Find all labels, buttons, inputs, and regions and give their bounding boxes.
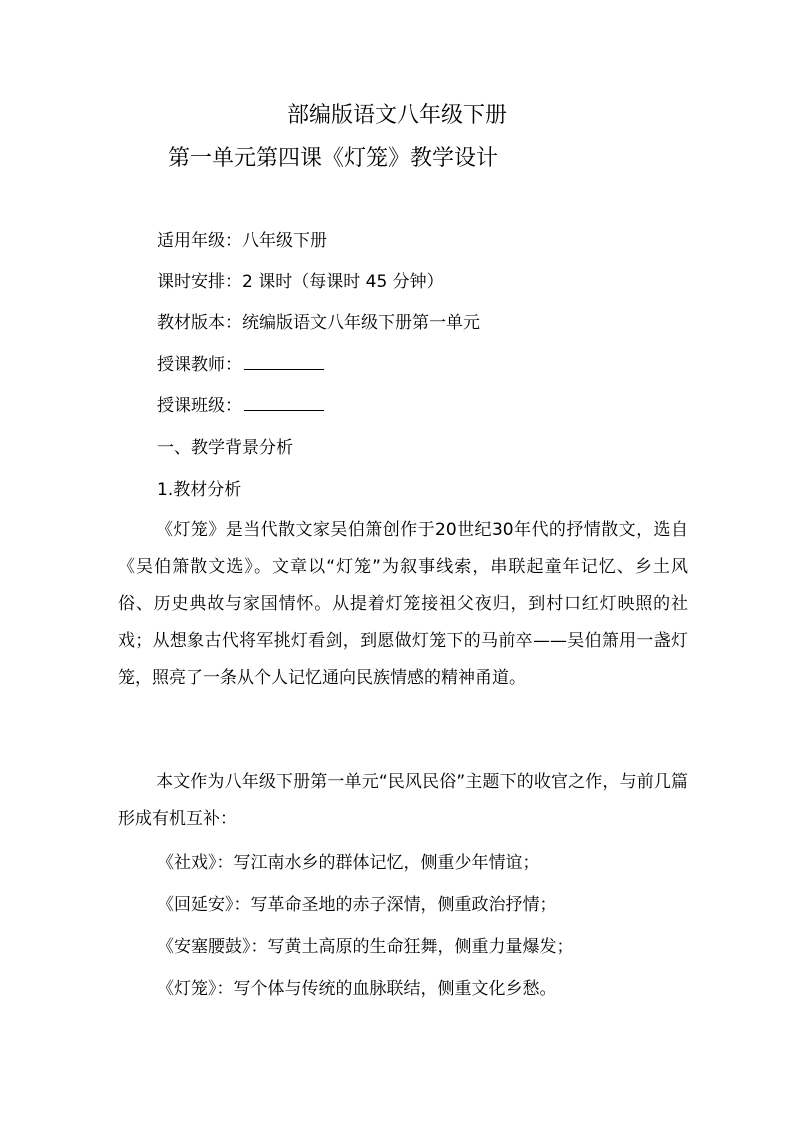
meta-class bbox=[157, 393, 324, 419]
document-subtitle: 第一单元第四课《灯笼》教学设计 bbox=[168, 146, 499, 171]
teacher-label: 授课教师： bbox=[157, 355, 242, 375]
list-item: 《安塞腰鼓》：写黄土高原的生命狂舞，侧重力量爆发； bbox=[157, 937, 574, 957]
class-blank bbox=[244, 396, 324, 411]
paragraph-unit-context: 本文作为八年级下册第一单元“民风民俗”主题下的收官之作，与前几篇形成有机互补： bbox=[118, 772, 688, 829]
list-item: 《回延安》：写革命圣地的赤子深情，侧重政治抒情； bbox=[157, 895, 557, 915]
list-item: 《社戏》：写江南水乡的群体记忆，侧重少年情谊； bbox=[157, 853, 540, 873]
meta-grade: 适用年级：八年级下册 bbox=[157, 231, 327, 251]
list-item: 《灯笼》：写个体与传统的血脉联结，侧重文化乡愁。 bbox=[157, 979, 557, 999]
class-label: 授课班级： bbox=[157, 396, 242, 416]
section-heading: 一、教学背景分析 bbox=[157, 438, 293, 458]
teacher-blank bbox=[244, 355, 324, 370]
meta-hours: 课时安排：2 课时（每课时 45 分钟） bbox=[157, 272, 444, 292]
meta-edition: 教材版本：统编版语文八年级下册第一单元 bbox=[157, 313, 480, 333]
subsection-heading: 1.教材分析 bbox=[157, 480, 242, 500]
document-title: 部编版语文八年级下册 bbox=[286, 103, 507, 128]
meta-teacher bbox=[157, 352, 324, 378]
paragraph-textbook-analysis: 《灯笼》是当代散文家吴伯箫创作于20世纪30年代的抒情散文，选自《吴伯箫散文选》。文章以“灯笼”为叙事线索，串联起童年记忆、乡土风俗、历史典故与家国情怀。从提着灯笼接祖父夜归，到村口红灯映照的社戏；从想象古代将军挑灯看剑，到愿做灯笼下的马前卒——吴伯箫用一盏灯笼，照亮了一条从个人记忆通向民族情感的精神甬道。 bbox=[118, 520, 688, 688]
